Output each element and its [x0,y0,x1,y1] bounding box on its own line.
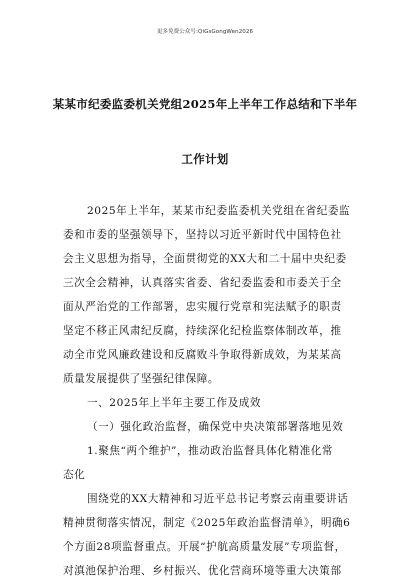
item-heading-1-line-2: 态化 [63,469,86,481]
paragraph-1-line-7: 动全市党风廉政建设和反腐败斗争取得新成效，为某某高 [63,349,342,361]
item-heading-1-line-1: 1.聚焦“两个维护”，推动政治监督具体化精准化常 [87,445,334,457]
paragraph-1-line-1: 2025年上半年，某某市纪委监委机关党组在省纪委监 [87,205,351,217]
paragraph-1-line-8: 质量发展提供了坚强纪律保障。 [63,373,220,385]
paragraph-2-line-1: 围绕党的XX大精神和习近平总书记考察云南重要讲话 [87,493,349,505]
section-heading-1: 一、2025年上半年主要工作及成效 [87,397,262,409]
paragraph-2-line-4: 对滇池保护治理、乡村振兴、优化营商环境等重大决策部 [63,565,342,577]
document-title-line-1: 某某市纪委监委机关党组2025年上半年工作总结和下半年 [52,97,358,111]
paragraph-1-line-5: 面从严治党的工作部署，忠实履行党章和宪法赋予的职责 [63,301,342,313]
paragraph-1-line-2: 委和市委的坚强领导下，坚持以习近平新时代中国特色社 [63,229,342,241]
paragraph-1-line-4: 三次全会精神，认真落实省委、省纪委监委和市委关于全 [63,277,342,289]
paragraph-2-line-3: 个方面28项监督重点。开展“护航高质量发展”专项监督， [63,541,346,553]
subsection-heading-1: （一）强化政治监督，确保党中央决策部署落地见效 [87,421,344,433]
paragraph-2-line-2: 精神贯彻落实情况，制定《2025年政治监督清单》，明确6 [63,517,351,529]
paragraph-1-line-3: 会主义思想为指导，全面贯彻党的XX大和二十届中央纪委 [63,253,347,265]
paragraph-1-line-6: 坚定不移正风肃纪反腐，持续深化纪检监察体制改革，推 [63,325,342,337]
document-title-line-2: 工作计划 [181,152,229,166]
header-note: 更多免费公众号:QiGsGongWen2026 [156,29,254,35]
